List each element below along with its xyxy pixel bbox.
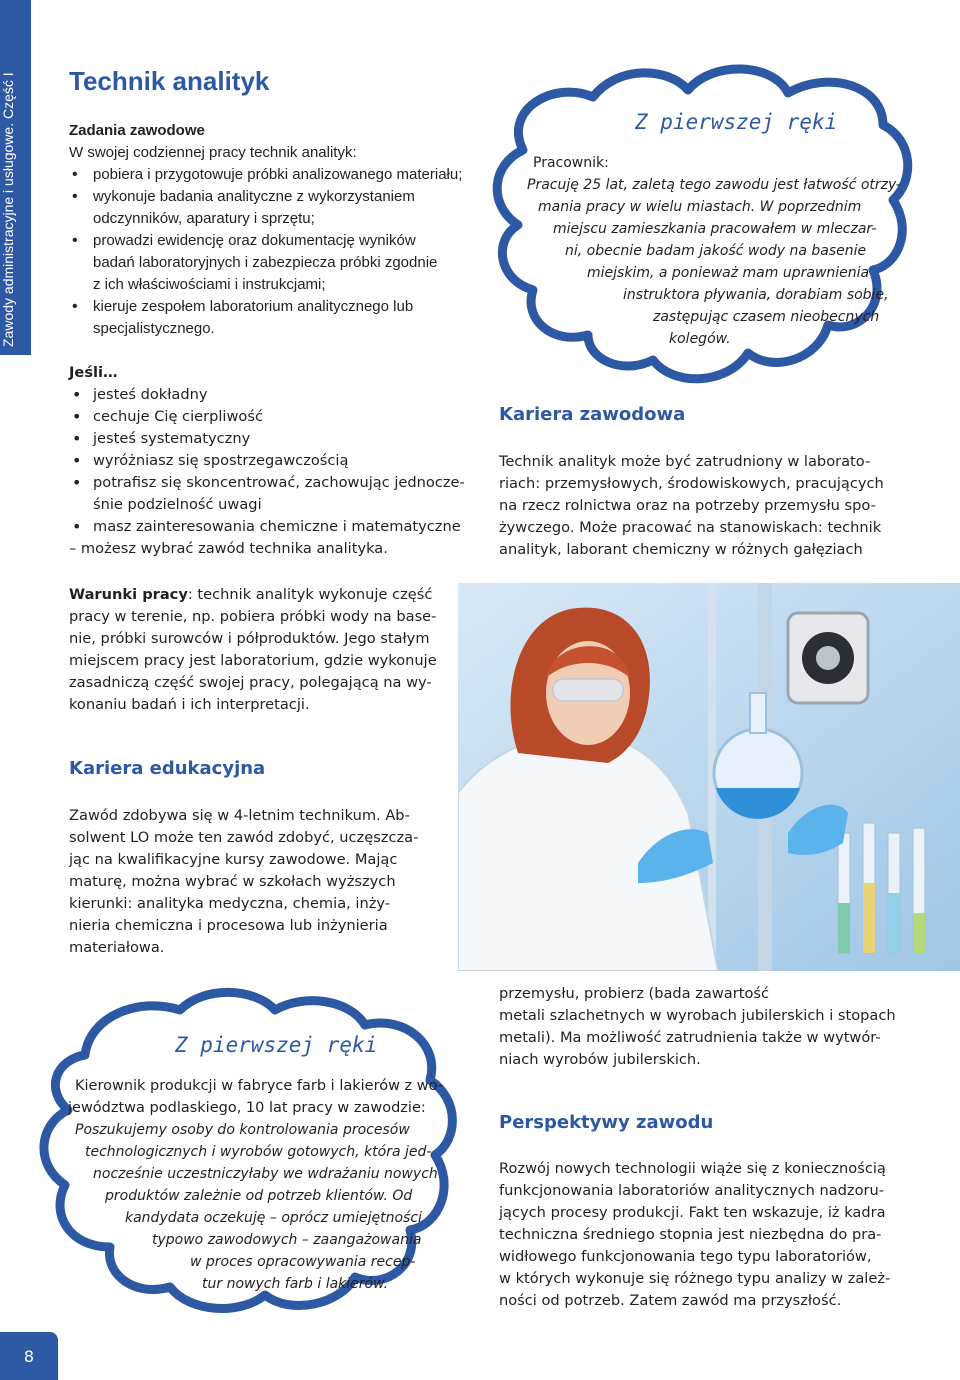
quote-line: kolegów. [669,331,731,347]
quote-line: technologicznych i wyrobów gotowych, która jed- [85,1144,432,1160]
quote-speaker: Pracownik: [533,155,609,171]
career-line: Technik analityk może być zatrudniony w laborato- [499,453,871,470]
ifyou-section [69,362,479,560]
list-item: • wykonuje badania analityczne z wykorzystaniem [69,186,489,208]
list-item: • prowadzi ewidencję oraz dokumentację wyników [69,230,489,252]
list-item: • cechuje Cię cierpliwość [69,406,479,428]
career-line: metali szlachetnych w wyrobach jubilerskich i stopach [499,1007,896,1024]
career-heading: Kariera zawodowa [499,404,686,425]
quote-line: Pracuję 25 lat, zaletą tego zawodu jest łatwość otrzy- [527,177,901,193]
prospects-line: widłowego funkcjonowania tego typu laboratoriów, [499,1248,872,1265]
prospects-line: w których wykonuje się różnego typu analizy w zależ- [499,1270,891,1287]
quote-speaker: jewództwa podlaskiego, 10 lat pracy w zawodzie: [68,1100,426,1116]
duties-list [69,164,489,340]
quote-cloud-top [483,55,923,405]
list-item: • wyróżniasz się spostrzegawczością [69,450,479,472]
quote-line: kandydata oczekuję – oprócz umiejętności [125,1210,422,1226]
career-line: analityk, laborant chemiczny w różnych gałęziach [499,541,863,558]
prospects-line: ności od potrzeb. Zatem zawód ma przyszłość. [499,1292,842,1309]
list-item: • potrafisz się skoncentrować, zachowując jednocze- [69,472,479,494]
quote-line: miejscu zamieszkania pracowałem w mleczar- [553,221,877,237]
career-line: riach: przemysłowych, środowiskowych, pracujących [499,475,884,492]
education-line: materiałowa. [69,939,165,956]
prospects-line: techniczna średniego stopnia jest niezbędna do pra- [499,1226,882,1243]
quote-line: typowo zawodowych – zaangażowania [152,1232,422,1248]
prospects-section [499,1158,929,1312]
career-continuation [499,983,929,1071]
list-item-continued: badań laboratoryjnych i zabezpiecza próbki zgodnie [93,254,438,271]
education-line: Zawód zdobywa się w 4-letnim technikum. Ab- [69,807,410,824]
career-line: żywczego. Może pracować na stanowiskach: technik [499,519,882,536]
duties-intro: W swojej codziennej pracy technik analityk: [69,144,357,161]
conditions-label: Warunki pracy [69,586,188,603]
list-item: • jesteś systematyczny [69,428,479,450]
quote-line: nocześnie uczestniczyłaby we wdrażaniu nowych [93,1166,438,1182]
conditions-section [69,584,449,716]
ifyou-conclusion: – możesz wybrać zawód technika analityka. [69,540,388,557]
lab-scientist-image [458,583,960,971]
conditions-line: : technik analityk wykonuje część [187,586,433,603]
quote-line: mania pracy w wielu miastach. W poprzednim [538,199,862,215]
quote-line: instruktora pływania, dorabiam sobie, [623,287,889,303]
career-line: na rzecz rolnictwa oraz na potrzeby przemysłu spo- [499,497,876,514]
conditions-line: zasadniczą część swojej pracy, polegającą na wy- [69,674,432,691]
quote-speaker: Kierownik produkcji w fabryce farb i lakierów z wo- [75,1078,444,1094]
quote-cloud-bottom [30,985,460,1320]
page-number: 8 [0,1332,58,1380]
quote-line: w proces opracowywania recep- [190,1254,416,1270]
conditions-line: konaniu badań i ich interpretacji. [69,696,310,713]
list-item: • masz zainteresowania chemiczne i matematyczne [69,516,479,538]
education-heading: Kariera edukacyjna [69,758,266,779]
side-tab [0,0,31,355]
education-line: jąc na kwalifikacyjne kursy zawodowe. Mając [69,851,398,868]
prospects-line: jących procesy produkcji. Fakt ten wskazuje, iż kadra [499,1204,886,1221]
quote-line: ni, obecnie badam jakość wody na basenie [565,243,867,259]
education-line: kierunki: analityka medyczna, chemia, inży- [69,895,391,912]
quote-line: zastępując czasem nieobecnych [653,309,880,325]
quote-line: tur nowych farb i lakierów. [202,1276,389,1292]
education-line: nieria chemiczna i procesowa lub inżynieria [69,917,388,934]
duties-section [69,120,489,340]
education-line: solwent LO może ten zawód zdobyć, uczęszcza- [69,829,419,846]
duties-heading: Zadania zawodowe [69,122,205,139]
lab-photo [458,583,960,971]
education-section [69,805,429,959]
career-section [499,451,919,561]
quote-title: Z pierwszej ręki [175,1033,378,1057]
prospects-line: Rozwój nowych technologii wiąże się z koniecznością [499,1160,886,1177]
ifyou-list [69,384,479,538]
list-item-continued: śnie podzielność uwagi [93,496,262,513]
list-item-continued: z ich właściwościami i instrukcjami; [93,276,326,293]
career-line: przemysłu, probierz (bada zawartość [499,985,770,1002]
conditions-line: pracy w terenie, np. pobiera próbki wody na base- [69,608,437,625]
side-tab-label: Zawody administracyjne i usługowe. Część I [0,72,16,347]
career-line: metali). Ma możliwość zatrudnienia także w wytwór- [499,1029,881,1046]
prospects-line: funkcjonowania laboratoriów analitycznych nadzoru- [499,1182,885,1199]
ifyou-heading: Jeśli… [69,364,118,381]
career-line: niach wyrobów jubilerskich. [499,1051,701,1068]
quote-title: Z pierwszej ręki [635,110,838,134]
page-title: Technik analityk [69,66,270,96]
quote-line: miejskim, a ponieważ mam uprawnienia [587,265,870,281]
list-item: • kieruje zespołem laboratorium analitycznego lub [69,296,489,318]
list-item: • jesteś dokładny [69,384,479,406]
list-item-continued: odczynników, aparatury i sprzętu; [93,210,315,227]
list-item: • pobiera i przygotowuje próbki analizowanego materiału; [69,164,489,186]
list-item-continued: specjalistycznego. [93,320,215,337]
conditions-line: nie, próbki surowców i półproduktów. Jego stałym [69,630,430,647]
prospects-heading: Perspektywy zawodu [499,1112,714,1133]
education-line: maturę, można wybrać w szkołach wyższych [69,873,396,890]
quote-line: Poszukujemy osoby do kontrolowania procesów [75,1122,410,1138]
conditions-line: miejscem pracy jest laboratorium, gdzie wykonuje [69,652,437,669]
quote-line: produktów zależnie od potrzeb klientów. Od [105,1188,413,1204]
